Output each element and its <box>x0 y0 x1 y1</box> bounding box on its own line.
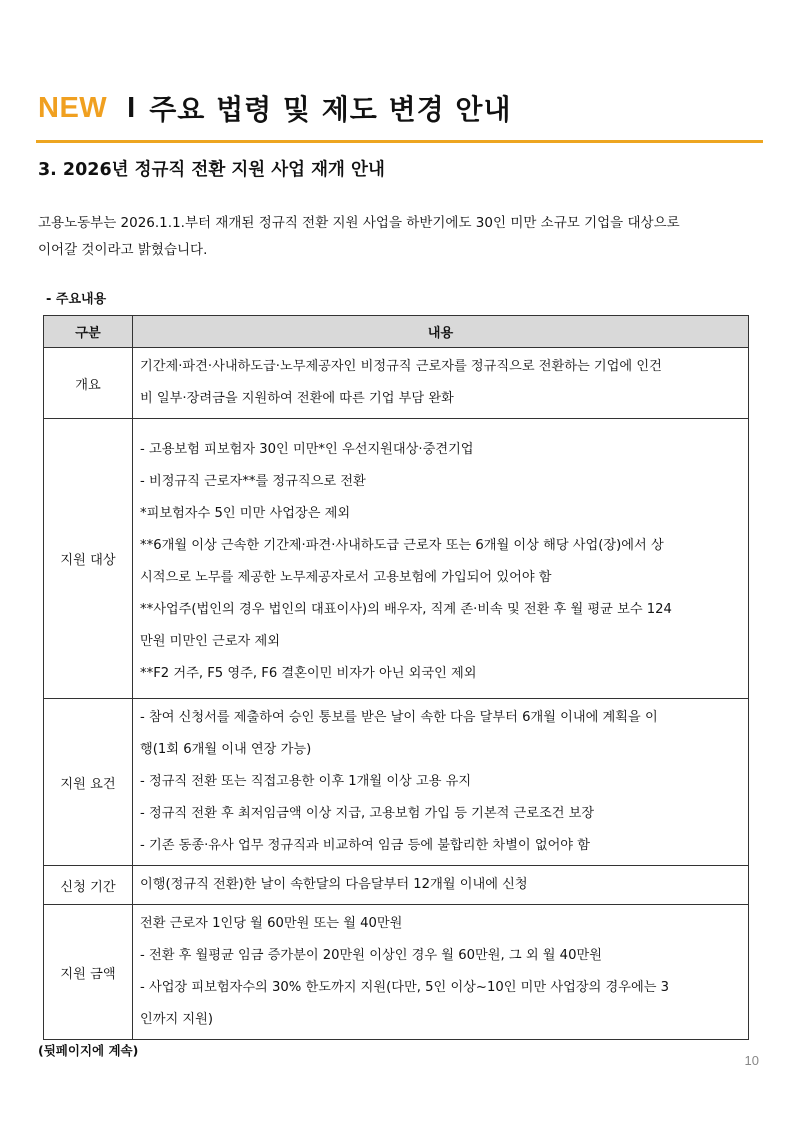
header-separator: I <box>127 91 136 124</box>
section-title: 3. 2026년 정규직 전환 지원 사업 재개 안내 <box>38 160 385 180</box>
row-content <box>133 348 749 419</box>
content-line: - 정규직 전환 또는 직접고용한 이후 1개월 이상 고용 유지 <box>140 774 472 789</box>
sub-label: - 주요내용 <box>46 292 107 307</box>
new-tag: NEW <box>38 91 108 124</box>
row-category: 지원 대상 <box>44 419 133 699</box>
content-line: - 참여 신청서를 제출하여 승인 통보를 받은 날이 속한 다음 달부터 6개월 이내에 계획을 이 <box>140 710 658 725</box>
info-table <box>43 315 749 1040</box>
content-line: - 비정규직 근로자**를 정규직으로 전환 <box>140 474 366 489</box>
row-content <box>133 866 749 905</box>
content-line: 만원 미만인 근로자 제외 <box>140 634 280 649</box>
content-line: - 정규직 전환 후 최저임금액 이상 지급, 고용보험 가입 등 기본적 근로조건 보장 <box>140 806 595 821</box>
content-line: **F2 거주, F5 영주, F6 결혼이민 비자가 아닌 외국인 제외 <box>140 666 477 681</box>
content-line: 시적으로 노무를 제공한 노무제공자로서 고용보험에 가입되어 있어야 함 <box>140 570 552 585</box>
content-line: 비 일부·장려금을 지원하여 전환에 따른 기업 부담 완화 <box>140 391 454 406</box>
row-content <box>133 419 749 699</box>
row-category: 지원 금액 <box>44 905 133 1040</box>
content-line: **6개월 이상 근속한 기간제·파견·사내하도급 근로자 또는 6개월 이상 해당 사업(장)에서 상 <box>140 538 664 553</box>
column-header-category: 구분 <box>44 316 133 348</box>
table-row <box>44 419 749 699</box>
content-line: - 고용보험 피보험자 30인 미만*인 우선지원대상·중견기업 <box>140 442 474 457</box>
intro-paragraph <box>38 210 758 264</box>
column-header-content: 내용 <box>133 316 749 348</box>
content-line: - 기존 동종·유사 업무 정규직과 비교하여 임금 등에 불합리한 차별이 없어야 함 <box>140 838 590 853</box>
row-content <box>133 699 749 866</box>
header-divider <box>36 140 763 143</box>
content-line: 전환 근로자 1인당 월 60만원 또는 월 40만원 <box>140 916 403 931</box>
page-number: 10 <box>744 1053 759 1068</box>
content-line: 인까지 지원) <box>140 1012 214 1027</box>
row-category: 지원 요건 <box>44 699 133 866</box>
content-line: 행(1회 6개월 이내 연장 가능) <box>140 742 312 757</box>
content-line: 이행(정규직 전환)한 날이 속한달의 다음달부터 12개월 이내에 신청 <box>140 877 528 892</box>
content-line: *피보험자수 5인 미만 사업장은 제외 <box>140 506 351 521</box>
table-header-row <box>44 316 749 348</box>
content-line: - 사업장 피보험자수의 30% 한도까지 지원(다만, 5인 이상~10인 미만 사업장의 경우에는 3 <box>140 980 670 995</box>
intro-line: 이어갈 것이라고 밝혔습니다. <box>38 242 208 258</box>
row-category: 개요 <box>44 348 133 419</box>
page-header <box>38 86 763 130</box>
content-line: - 전환 후 월평균 임금 증가분이 20만원 이상인 경우 월 60만원, 그 외 월 40만원 <box>140 948 602 963</box>
page-title: 주요 법령 및 제도 변경 안내 <box>149 93 512 126</box>
intro-line: 고용노동부는 2026.1.1.부터 재개된 정규직 전환 지원 사업을 하반기에도 30인 미만 소규모 기업을 대상으로 <box>38 215 680 231</box>
table-row <box>44 699 749 866</box>
row-category: 신청 기간 <box>44 866 133 905</box>
table-row <box>44 348 749 419</box>
content-line: **사업주(법인의 경우 법인의 대표이사)의 배우자, 직계 존·비속 및 전환 후 월 평균 보수 124 <box>140 602 672 617</box>
continued-note: (뒷페이지에 계속) <box>38 1043 139 1058</box>
table-row <box>44 905 749 1040</box>
content-line: 기간제·파견·사내하도급·노무제공자인 비정규직 근로자를 정규직으로 전환하는 기업에 인건 <box>140 359 662 374</box>
row-content <box>133 905 749 1040</box>
table-row <box>44 866 749 905</box>
